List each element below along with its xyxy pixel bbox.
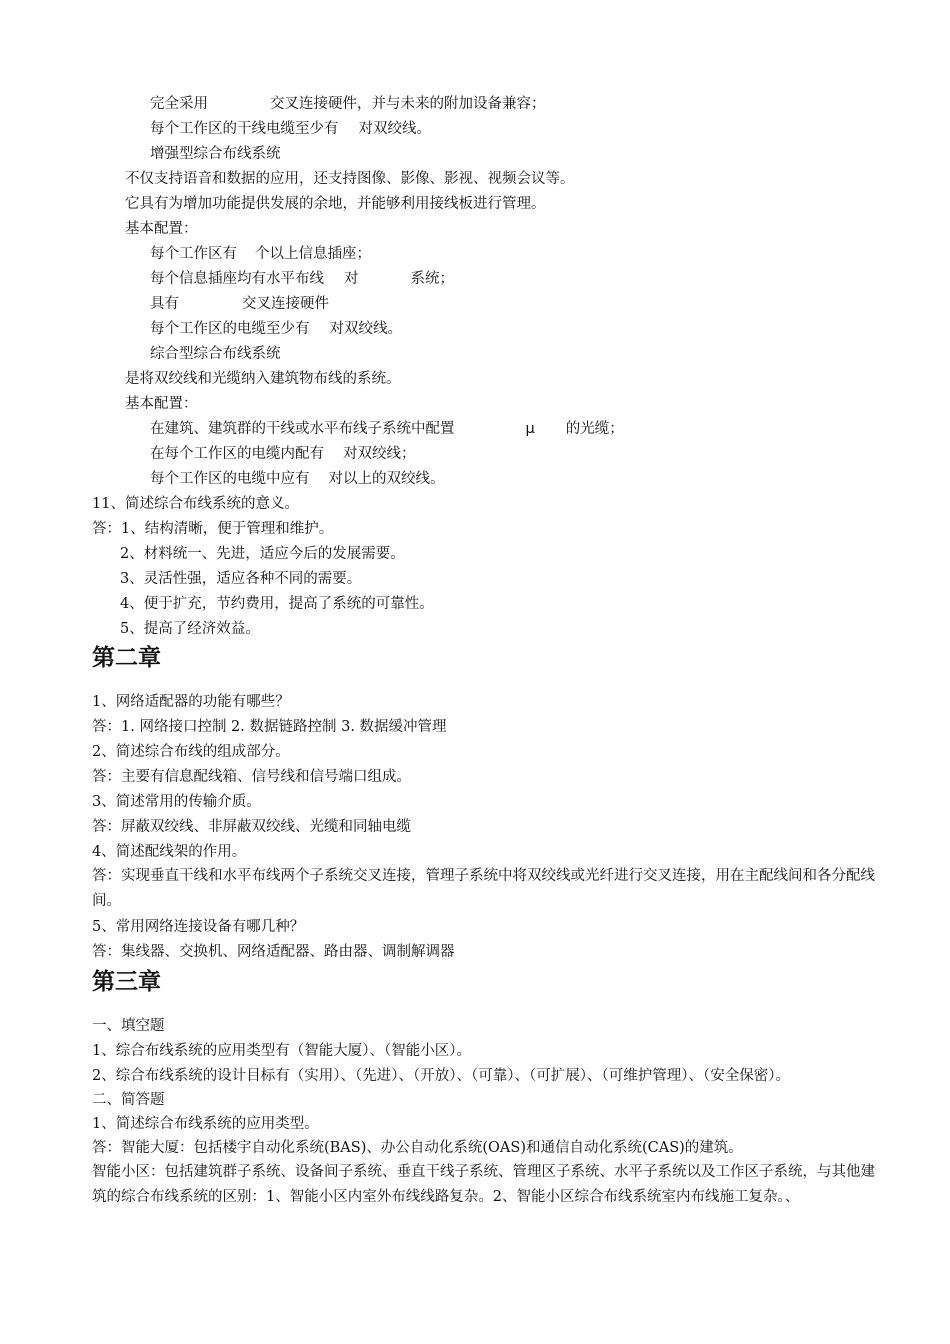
text-fragment: 每个工作区的电缆至少有 [150, 321, 310, 337]
chapter-3-line: 一、填空题 [92, 1018, 165, 1034]
text-fragment: 每个工作区有 [150, 246, 237, 262]
chapter-2-line: 1、网络适配器的功能有哪些？ [92, 694, 290, 710]
question-5: 5、常用网络连接设备有哪几种？ [92, 919, 305, 935]
basic-config-label: 基本配置： [125, 221, 198, 237]
text-fragment: 对双绞线； [343, 446, 416, 462]
int-cable-line-1 [150, 444, 416, 464]
basic-config-label: 基本配置： [125, 396, 198, 412]
enhanced-title: 增强型综合布线系统 [150, 146, 281, 162]
int-fiber-line [150, 419, 624, 439]
chapter-3-line: 二、简答题 [92, 1092, 165, 1108]
enh-hardware-line [150, 294, 329, 314]
integrated-desc: 是将双绞线和光缆纳入建筑物布线的系统。 [125, 371, 401, 387]
chapter-2-heading: 第二章 [92, 645, 161, 671]
text-fragment: 对双绞线。 [358, 121, 431, 137]
text-fragment: 每个信息插座均有水平布线 [150, 271, 324, 287]
answer-11-line: 5、提高了经济效益。 [120, 621, 260, 637]
chapter-3-line: 答：智能大厦：包括楼宇自动化系统(BAS)、办公自动化系统(OAS)和通信自动化系统(CAS)的建筑。 [92, 1140, 743, 1156]
chapter-3-heading: 第三章 [92, 969, 161, 995]
enh-horizontal-line [150, 269, 454, 289]
text-fragment: 在每个工作区的电缆内配有 [150, 446, 324, 462]
enh-trunk-line [150, 119, 431, 139]
integrated-title: 综合型综合布线系统 [150, 346, 281, 362]
question-11: 11、简述综合布线系统的意义。 [92, 496, 299, 512]
chapter-2-line: 2、简述综合布线的组成部分。 [92, 744, 290, 760]
chapter-3-line: 1、综合布线系统的应用类型有（智能大厦）、（智能小区）。 [92, 1043, 471, 1059]
text-fragment: 具有 [150, 296, 179, 312]
chapter-2-line: 答：主要有信息配线箱、信号线和信号端口组成。 [92, 769, 411, 785]
answer-11-line: 2、材料统一、先进，适应今后的发展需要。 [120, 546, 405, 562]
text-fragment: 每个工作区的干线电缆至少有 [150, 121, 339, 137]
enhanced-desc-2: 它具有为增加功能提供发展的余地，并能够利用接线板进行管理。 [125, 196, 546, 212]
text-fragment: 个以上信息插座； [255, 246, 371, 262]
int-cable-line-2 [150, 469, 445, 489]
enh-full-use-line [150, 94, 546, 114]
micro-symbol: μ [525, 421, 535, 437]
answer-4-paragraph: 答：实现垂直干线和水平布线两个子系统交叉连接，管理子系统中将双绞线或光纤进行交叉连接，用在主配线间和各分配线间。 [92, 868, 875, 909]
smart-community-paragraph: 智能小区：包括建筑群子系统、设备间子系统、垂直干线子系统、管理区子系统、水平子系统以及工作区子系统，与其他建筑的综合布线系统的区别：1、智能小区内室外布线线路复杂。2、智能小区综合布线系统室内布线施工复杂。、 [92, 1164, 875, 1205]
chapter-2-line: 答：屏蔽双绞线、非屏蔽双绞线、光缆和同轴电缆 [92, 819, 411, 835]
text-fragment: 的光缆； [565, 421, 624, 437]
text-fragment: 对双绞线。 [329, 321, 402, 337]
text-fragment: 对 [344, 271, 359, 287]
text-fragment: 在建筑、建筑群的干线或水平布线子系统中配置 [150, 421, 455, 437]
chapter-2-line: 3、简述常用的传输介质。 [92, 794, 261, 810]
answer-11-line: 4、便于扩充，节约费用，提高了系统的可靠性。 [120, 596, 434, 612]
text-fragment: 系统； [410, 271, 454, 287]
chapter-2-line: 答：1. 网络接口控制 2. 数据链路控制 3. 数据缓冲管理 [92, 719, 447, 735]
answer-11-line: 3、灵活性强，适应各种不同的需要。 [120, 571, 362, 587]
chapter-3-line: 1、简述综合布线系统的应用类型。 [92, 1116, 319, 1132]
text-fragment: 每个工作区的电缆中应有 [150, 471, 310, 487]
chapter-3-line: 2、综合布线系统的设计目标有（实用）、（先进）、（开放）、（可靠）、（可扩展）、（可维护管理）、（安全保密）。 [92, 1068, 790, 1084]
text-fragment: 交叉连接硬件，并与未来的附加设备兼容； [270, 96, 546, 112]
text-fragment: 完全采用 [150, 96, 208, 112]
text-fragment: 交叉连接硬件 [242, 296, 329, 312]
enhanced-desc-1: 不仅支持语音和数据的应用，还支持图像、影像、影视、视频会议等。 [125, 171, 575, 187]
enh-outlet-line [150, 244, 371, 264]
answer-5: 答：集线器、交换机、网络适配器、路由器、调制解调器 [92, 944, 455, 960]
answer-11-line: 答：1、结构清晰，便于管理和维护。 [92, 521, 334, 537]
chapter-2-line: 4、简述配线架的作用。 [92, 844, 247, 860]
enh-cable-line [150, 319, 402, 339]
text-fragment: 对以上的双绞线。 [328, 471, 445, 487]
